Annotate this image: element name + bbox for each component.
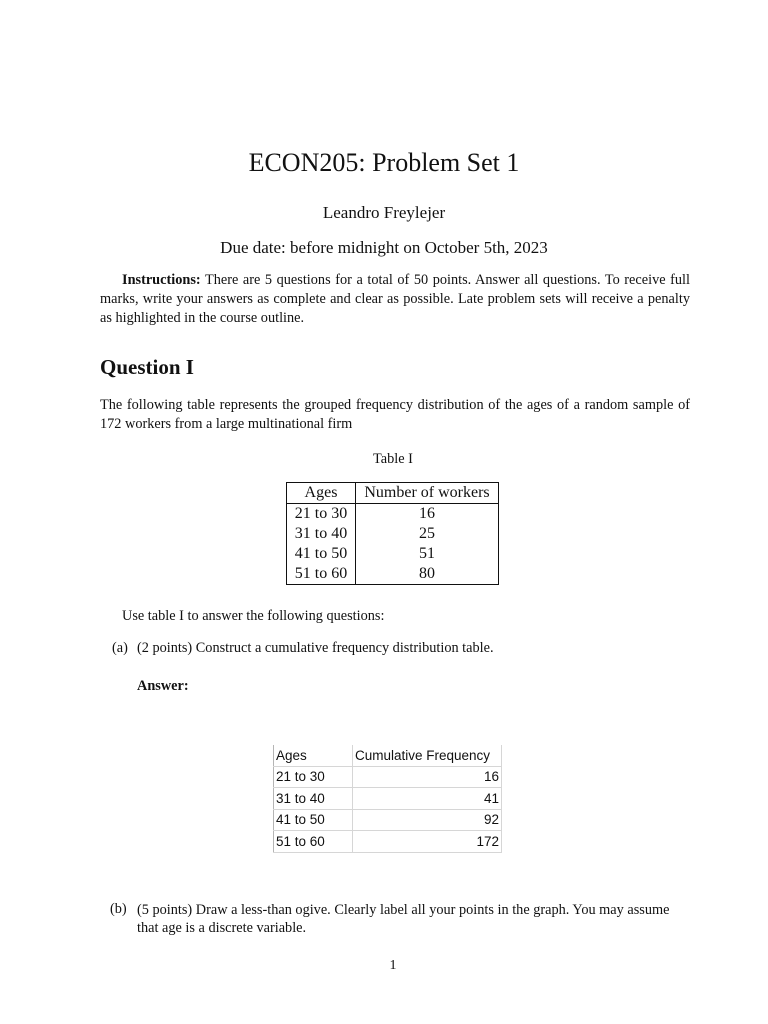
table-row <box>287 504 499 525</box>
column-header-ages: Ages <box>287 483 356 504</box>
part-b-text: (5 points) Draw a less-than ogive. Clearly label all your points in the graph. You may assume that age is a discrete variable. <box>137 902 670 936</box>
document-title: ECON205: Problem Set 1 <box>248 148 520 177</box>
table-cell: 31 to 40 <box>287 524 356 544</box>
table-cell: 16 <box>356 504 499 525</box>
cumulative-frequency-table <box>273 745 502 853</box>
author-name: Leandro Freylejer <box>322 203 446 222</box>
table-cell: 51 to 60 <box>274 831 353 853</box>
table-cell: 51 to 60 <box>287 564 356 585</box>
instructions-text: There are 5 questions for a total of 50 points. Answer all questions. To receive full marks, write your answers as complete and clear as possible. Late problem sets will receive a penalty as highlighted in the course outline. <box>100 272 690 326</box>
table-cell: 16 <box>353 766 502 788</box>
instructions-paragraph <box>100 271 690 328</box>
question-intro: The following table represents the grouped frequency distribution of the ages of a random sample of 172 workers from a large multinational firm <box>100 397 690 432</box>
table-row <box>287 564 499 585</box>
table-cell: 80 <box>356 564 499 585</box>
table-cell: 172 <box>353 831 502 853</box>
table-cell: 41 to 50 <box>287 544 356 564</box>
frequency-table <box>286 482 499 585</box>
table-row <box>274 766 502 788</box>
part-a-text: (2 points) Construct a cumulative frequency distribution table. <box>137 640 494 656</box>
answer-label: Answer: <box>137 678 189 694</box>
table-cell: 21 to 30 <box>287 504 356 525</box>
due-date: Due date: before midnight on October 5th, 2023 <box>220 238 548 257</box>
table-row <box>274 788 502 810</box>
table-row <box>274 831 502 853</box>
table-row <box>287 524 499 544</box>
instructions-label: Instructions: <box>122 272 201 288</box>
column-header-workers: Number of workers <box>356 483 499 504</box>
table-cell: 31 to 40 <box>274 788 353 810</box>
table-header-row <box>274 745 502 766</box>
table-caption: Table I <box>373 451 413 467</box>
page-number: 1 <box>389 958 397 973</box>
column-header-cumulative-frequency: Cumulative Frequency <box>353 745 502 766</box>
use-table-instruction: Use table I to answer the following questions: <box>122 608 385 624</box>
part-a-label: (a) <box>112 640 128 656</box>
table-cell: 25 <box>356 524 499 544</box>
table-row <box>274 809 502 831</box>
table-cell: 51 <box>356 544 499 564</box>
table-header-row <box>287 483 499 504</box>
part-b-label: (b) <box>110 901 127 917</box>
question-heading: Question I <box>100 355 194 379</box>
table-cell: 92 <box>353 809 502 831</box>
table-cell: 41 to 50 <box>274 809 353 831</box>
table-cell: 41 <box>353 788 502 810</box>
table-row <box>287 544 499 564</box>
table-cell: 21 to 30 <box>274 766 353 788</box>
column-header-ages: Ages <box>274 745 353 766</box>
